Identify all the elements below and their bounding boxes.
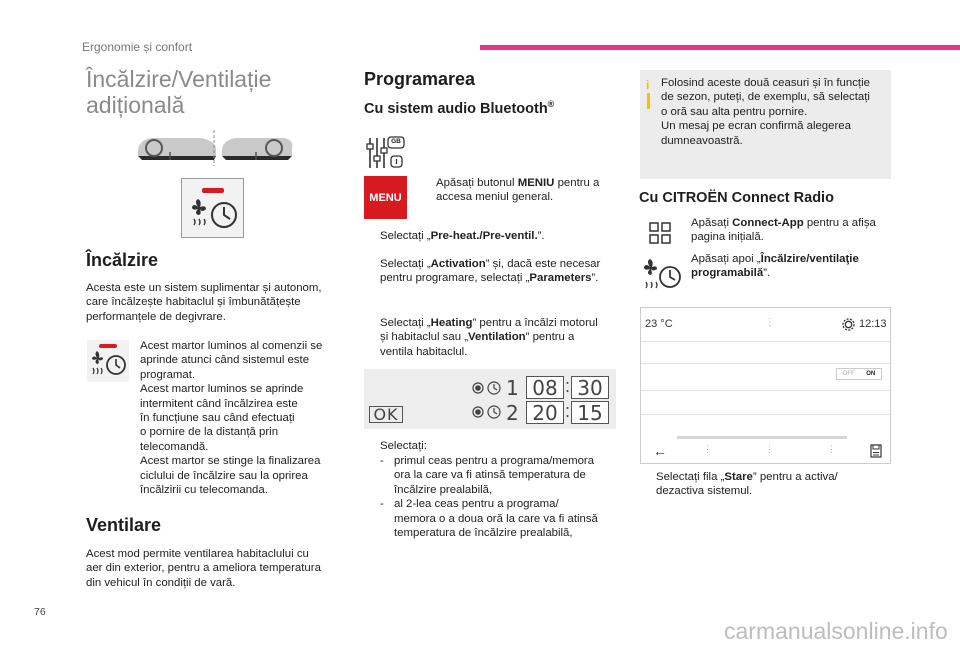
ventilation-description: Acest mod permite ventilarea habitaclului cu aer din exterior, pentru a ameliora temperatura din vehicul în condiții de vară. [86,548,321,589]
screen-temperature: 23 °C [645,318,673,330]
step-select-preheat: Selectați „Pre-heat./Pre-ventil.”. [380,230,545,242]
settings-gear-icon [842,318,855,331]
step-select-status: Selectați fila „Stare” pentru a activa/ dezactiva sistemul. [656,471,838,498]
bluetooth-audio-title: Cu sistem audio Bluetooth® [364,99,555,117]
settings-sliders-icon: GB [364,134,408,172]
timer2-hour: 20 [526,401,564,424]
save-icon [870,444,882,458]
indicator-description: Acest martor luminos al comenzii se aprinde atunci când sistemul este programat. Acest martor luminos se aprinde intermitent când încălzirea este în funcțiune sau când efectuați o pornire de la distanță prin telecomandă. Acest martor se stinge la finalizarea ciclului de încălzire sau la oprirea încălzirii cu telecomanda. [140,340,323,497]
timer2-minute: 15 [571,401,609,424]
page-title: Încălzire/Ventilație adițională [86,66,272,118]
info-box [640,70,891,179]
touchscreen-illustration: 23 °C ⋮ 12:13 OFF ON ← ⋮ ⋮ ⋮ [640,307,891,464]
info-text: Folosind aceste două ceasuri și în funcție de sezon, puteți, de exemplu, să selectați o oră sau alta pentru pornire. Un mesaj pe ecran confirmă alegerea dumneavoastră. [661,77,870,147]
section-title: Ergonomie și confort [82,40,193,54]
section-accent-bar [480,45,960,50]
ventilation-title: Ventilare [86,515,162,535]
indicator-lamp-icon [87,340,129,382]
clock-options: - primul ceas pentru a programa/memora ora la care va fi atinsă temperatura de încălzire prealabilă, - al 2-lea ceas pentru a programa/ memora o a doua oră la care va fi atinsă temperatura de încălzire prealabilă, [380,455,598,540]
step-select-clocks: Selectați: [380,440,427,452]
timer1-hour: 08 [526,376,564,399]
page-number: 76 [34,606,46,618]
heating-description: Acesta este un sistem suplimentar și autonom, care încălzește habitaclul și îmbunătățește performanțele de degivrare. [86,282,322,323]
watermark: carmanualsonline.info [724,618,948,644]
timer-selectors-icon [472,380,506,420]
connect-radio-title: Cu CITROËN Connect Radio [639,190,834,206]
step-heating-programmable: Apăsați apoi „Încălzire/ventilaţie programabilă”. [691,253,859,280]
step-connect-app: Apăsați Connect-App pentru a afișa pagina inițială. [691,217,876,244]
on-off-toggle: OFF ON [836,368,882,380]
step-press-menu: Apăsați butonul MENIU pentru a accesa meniul general. [436,177,600,204]
timer-ok-box: OK [369,406,403,423]
step-select-activation: Selectați „Activation” și, dacă este necesar pentru programare, selectați „Parameters”. [380,258,601,285]
screen-clock: 12:13 [859,318,887,330]
timer-display: 1 08 : 30 OK 2 20 : 15 [364,369,616,429]
timer1-minute: 30 [571,376,609,399]
apps-grid-icon [649,222,671,244]
back-arrow-icon: ← [653,443,667,459]
heater-control-icon [181,178,244,238]
heating-title: Încălzire [86,250,159,270]
mirrors-illustration-icon [134,128,296,168]
step-select-heating: Selectați „Heating” pentru a încălzi motorul și habitaclul sau „Ventilation” pentru a ventila habitaclul. [380,317,598,358]
info-icon: i [646,78,650,92]
menu-button-icon: MENU [364,176,407,219]
programming-title: Programarea [364,69,476,89]
heating-ventilation-icon [640,258,682,292]
